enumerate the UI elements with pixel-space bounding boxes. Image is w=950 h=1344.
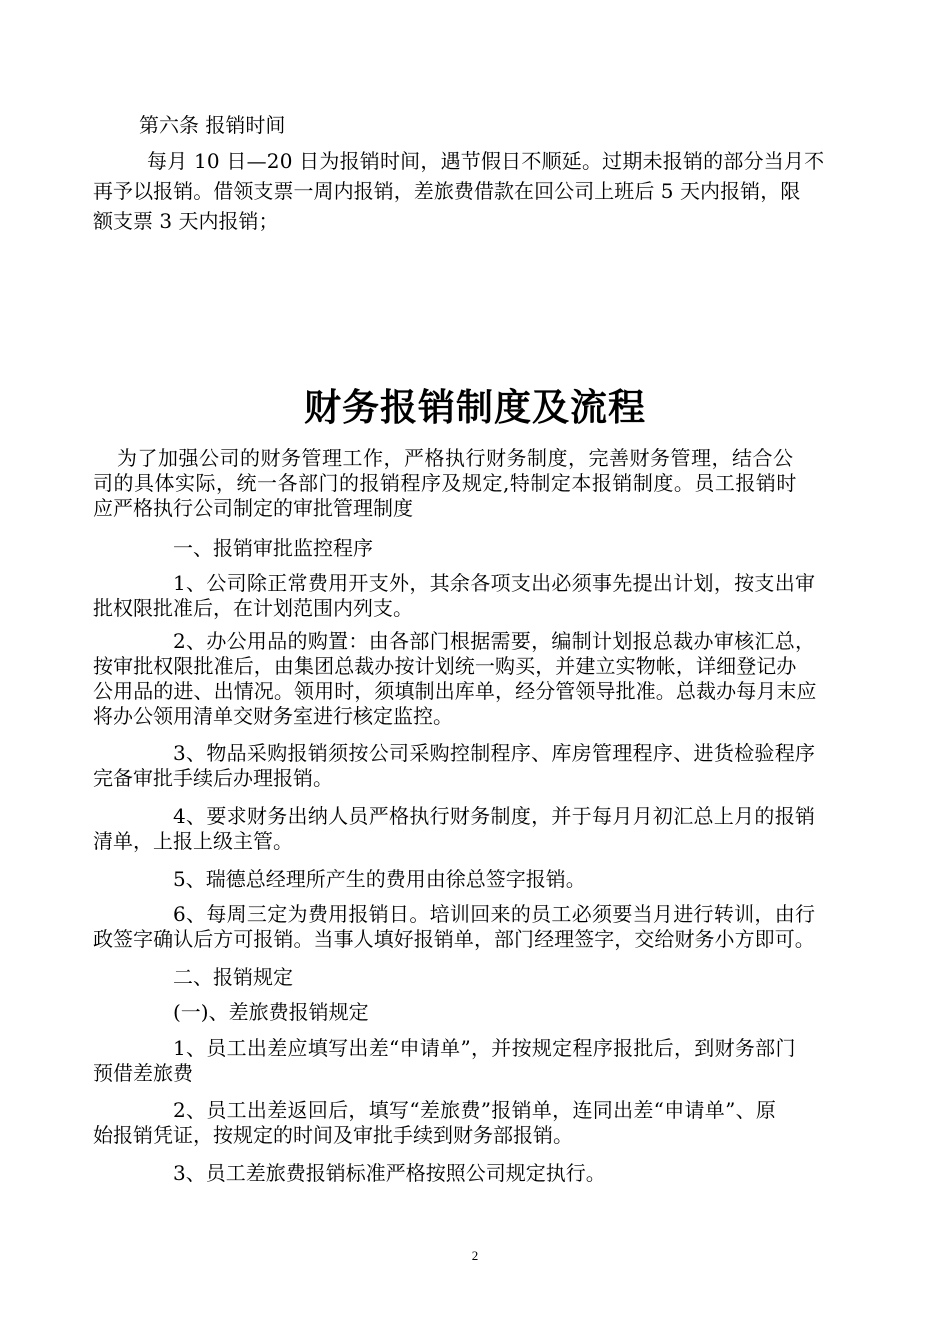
document-title: 财务报销制度及流程 [304, 386, 646, 429]
list-item-line: 政签字确认后方可报销。当事人填好报销单，部门经理签字，交给财务小方即可。 [93, 927, 815, 951]
intro-line: 为了加强公司的财务管理工作，严格执行财务制度，完善财务管理，结合公 [117, 446, 794, 470]
list-item-line: 公用品的进、出情况。领用时，须填制出库单，经分管领导批准。总裁办每月末应 [93, 679, 817, 703]
list-item-line: 1、公司除正常费用开支外，其余各项支出必须事先提出计划，按支出审 [173, 571, 816, 595]
list-item-line: 按审批权限批准后，由集团总裁办按计划统一购买，并建立实物帐，详细登记办 [93, 654, 797, 678]
list-item-line: 1、员工出差应填写出差“申请单”，并按规定程序报批后，到财务部门 [173, 1036, 796, 1060]
page-number: 2 [471, 1248, 479, 1263]
article-text-line: 每月 10 日—20 日为报销时间，遇节假日不顺延。过期未报销的部分当月不 [147, 149, 825, 173]
article-heading: 第六条 报销时间 [139, 113, 286, 137]
intro-line: 司的具体实际，统一各部门的报销程序及规定,特制定本报销制度。员工报销时 [93, 471, 797, 495]
intro-line: 应严格执行公司制定的审批管理制度 [93, 496, 413, 520]
list-item-line: 4、要求财务出纳人员严格执行财务制度，并于每月月初汇总上月的报销 [173, 804, 816, 828]
list-item-line: 2、员工出差返回后，填写“差旅费”报销单，连同出差“申请单”、原 [173, 1098, 777, 1122]
section-heading: 二、报销规定 [173, 965, 293, 989]
list-item-line: 3、员工差旅费报销标准严格按照公司规定执行。 [173, 1161, 606, 1185]
article-text-line: 再予以报销。借领支票一周内报销，差旅费借款在回公司上班后 5 天内报销，限 [93, 179, 801, 203]
list-item-line: 5、瑞德总经理所产生的费用由徐总签字报销。 [173, 867, 586, 891]
list-item-line: 6、每周三定为费用报销日。培训回来的员工必须要当月进行转训，由行 [173, 902, 816, 926]
list-item-line: 批权限批准后，在计划范围内列支。 [93, 596, 413, 620]
subsection-heading: (一)、差旅费报销规定 [173, 1000, 369, 1024]
list-item-line: 完备审批手续后办理报销。 [93, 766, 333, 790]
list-item-line: 清单，上报上级主管。 [93, 829, 293, 853]
article-text-line: 额支票 3 天内报销； [93, 209, 279, 233]
list-item-line: 始报销凭证，按规定的时间及审批手续到财务部报销。 [93, 1123, 573, 1147]
list-item-line: 预借差旅费 [93, 1061, 193, 1085]
section-heading: 一、报销审批监控程序 [173, 536, 373, 560]
list-item-line: 将办公领用清单交财务室进行核定监控。 [93, 704, 453, 728]
list-item-line: 2、办公用品的购置：由各部门根据需要，编制计划报总裁办审核汇总， [173, 629, 816, 653]
list-item-line: 3、物品采购报销须按公司采购控制程序、库房管理程序、进货检验程序 [173, 741, 816, 765]
